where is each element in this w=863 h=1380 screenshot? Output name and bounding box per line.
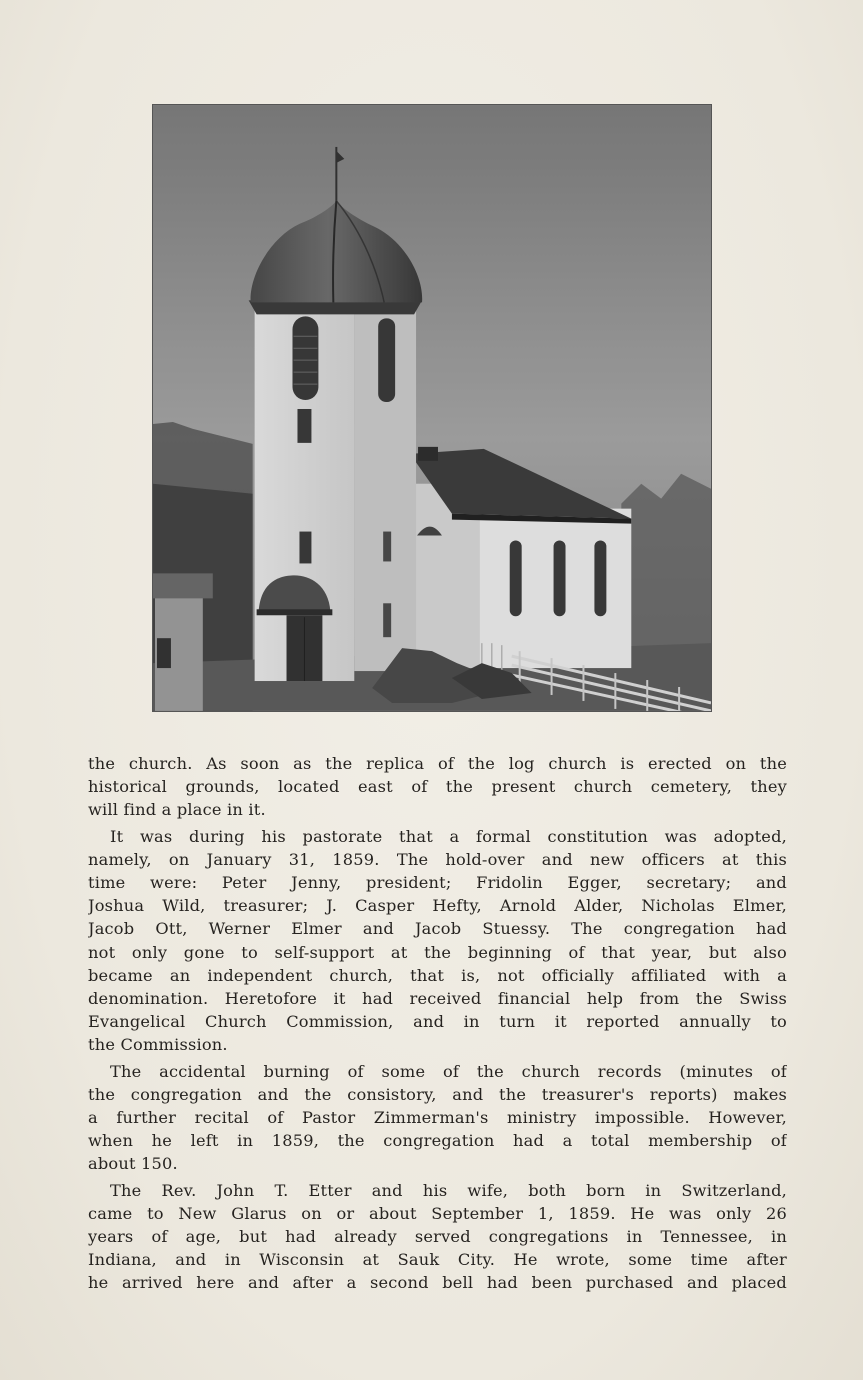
text-line: namely, on January 31, 1859. The hold-over and new officers at this [88,849,787,869]
text-line: the church. As soon as the replica of the log church is erected on the [88,754,787,773]
text-line: about 150. [88,1154,178,1174]
text-line: not only gone to self-support at the beginning of that year, but also [88,942,787,962]
text-line: Joshua Wild, treasurer; J. Casper Hefty, Arnold Alder, Nicholas Elmer, [88,896,787,916]
text-line: years of age, but had already served congregations in Tennessee, in [88,1227,787,1247]
church-photograph [152,104,712,712]
text-line: a further recital of Pastor Zimmerman's ministry impossible. However, [88,1108,787,1128]
text-line: came to New Glarus on or about September 1, 1859. He was only 26 [88,1203,787,1223]
text-line: Jacob Ott, Werner Elmer and Jacob Stuessy. The congregation had [88,919,787,939]
body-text [88,752,787,1298]
church-illustration [153,105,711,711]
text-line: when he left in 1859, the congregation had a total membership of [88,1131,787,1151]
text-line: Evangelical Church Commission, and in turn it reported annually to [88,1012,787,1032]
text-line: Indiana, and in Wisconsin at Sauk City. He wrote, some time after [88,1250,787,1270]
text-line: denomination. Heretofore it had received financial help from the Swiss [88,989,787,1009]
paragraph-4 [88,1179,787,1295]
text-line: became an independent church, that is, not officially affiliated with a [88,965,787,985]
paragraph-2 [88,825,787,1057]
text-line: will find a place in it. [88,800,266,820]
paragraph-1 [88,752,787,822]
text-line: It was during his pastorate that a formal constitution was adopted, [110,826,787,846]
text-line: The accidental burning of some of the church records (minutes of [110,1061,787,1081]
paragraph-3 [88,1060,787,1176]
text-line: the congregation and the consistory, and the treasurer's reports) makes [88,1084,787,1104]
text-line: the Commission. [88,1035,228,1055]
text-line: historical grounds, located east of the present church cemetery, they [88,777,787,797]
text-line: time were: Peter Jenny, president; Fridolin Egger, secretary; and [88,873,787,893]
text-line: he arrived here and after a second bell had been purchased and placed [88,1273,787,1293]
text-line: The Rev. John T. Etter and his wife, both born in Switzerland, [110,1180,787,1200]
